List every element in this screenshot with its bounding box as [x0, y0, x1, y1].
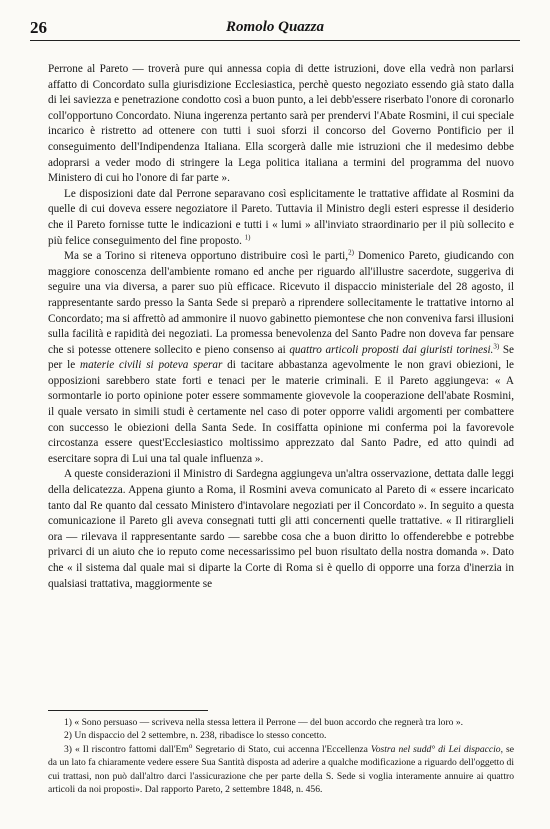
- paragraph-3-text-b: Domenico Pareto, giudicando con maggiore conoscenza dell'ambiente romano ed anche per riguardo all'illustre sacerdote, suggeriva di seguire una via diversa, a parer suo più efficace. Ricevuto il dispaccio ministeriale del 28 agosto, il rappresentante sardo presso la Santa Sede si preparò a riprendere sollecitamente le trattative intorno al Concordato; ma si affrettò ad ammonire il nuovo gabinetto piemontese che non conveniva farsi illusioni sulla facilità e rapidità dei negoziati. La promessa benevolenza del Santo Padre non doveva far pensare che si potesse ottenere sollecito e pieno consenso ai: [48, 250, 514, 356]
- running-head: Romolo Quazza: [226, 19, 324, 35]
- paragraph-3-text-c: Se per le: [48, 343, 515, 372]
- footnote-ref-1: 1): [244, 232, 251, 241]
- paragraph-3-text-a: Ma se a Torino si riteneva opportuno distribuire così le parti,: [64, 250, 349, 263]
- footnotes: [48, 716, 514, 796]
- footnote-1: 1) « Sono persuaso — scriveva nella stessa lettera il Perrone — del buon accordo che regnerà tra loro ».: [64, 717, 464, 728]
- paragraph-2: [48, 187, 514, 249]
- footnote-3-text-c: , se da un lato fa chiaramente vedere essere Sua Santità disposta ad aderire a qualche modificazione a riguardo dell'oggetto di cui trattasi, non può dall'altro darci l'assicurazione che per parte della S. Sede si voglia interamente annuire ai quattro articoli da noi proposti». Dal rapporto Pareto, 2 settembre 1848, n. 456.: [48, 743, 514, 796]
- footnote-3: [48, 743, 514, 797]
- footnote-3-sup: o: [188, 741, 193, 750]
- paragraph-1: Perrone al Pareto — troverà pure qui annessa copia di dette istruzioni, dove ella vedrà non parlarsi affatto di Concordato sulla giurisdizione Ecclesiastica, perchè questo negoziato essendo già stato dalla di lei saviezza e penetrazione condotto così a buon punto, a lei debb'essere riserbato l'onore di coronarlo coll'opportuno Concordato. Niuna ingerenza pertanto sarà per prendervi l'Abate Rosmini, il cui speciale incarico è ristretto ad ottenere con tutti i suoi sforzi il concorso del Governo Pontificio per il conseguimento dell'Indipendenza Italiana. Ella scorgerà dalle mie istruzioni che il medesimo debbe adoprarsi a veder modo di stringere la Lega politica italiana a termini del programma del nuovo Ministero di cui ho l'onore di far parte ».: [48, 63, 514, 185]
- footnote-2: 2) Un dispaccio del 2 settembre, n. 238, ribadisce lo stesso concetto.: [64, 730, 327, 742]
- paragraph-3-italic-2: materie civili si poteva sperar: [80, 359, 223, 372]
- footnote-ref-3: 3): [493, 341, 500, 350]
- paragraph-2-text: Le disposizioni date dal Perrone separavano così esplicitamente le trattative affidate al Rosmini da quelle di cui doveva essere negoziatore il Pareto. Tuttavia il Ministro degli esteri espresse il desiderio che il Pareto fornisse tutte le indicazioni e tutti i « lumi » all'inviato straordinario per il più sollecito e più felice conseguimento del fine proposto.: [48, 187, 514, 247]
- footnote-3-italic: Vostra nel sudd° di Lei dispaccio: [370, 743, 501, 755]
- body-text: [48, 62, 514, 592]
- footnote-rule: [48, 710, 208, 711]
- paragraph-4: A queste considerazioni il Ministro di Sardegna aggiungeva un'altra osservazione, dettata dalle leggi della delicatezza. Appena giunto a Roma, il Rosmini aveva comunicato al Pareto di « essere incaricato tanto dal Re quanto dal cessato Ministero d'intavolare negoziati per il Concordato ». In seguito a questa comunicazione il Pareto gli aveva consegnati tutti gli atti concernenti quelle trattative. « Il ritirarglieli ora — rilevava il rappresentante sardo — sarebbe cosa che a buon diritto lo offenderebbe e potrebbe privarci di un aiuto che io reputo come necessarissimo pel buon risultato della nostra domanda ». Dato che « il sistema dal quale mai si diparte la Corte di Roma si è quello di opporre una forza d'inerzia in qualsiasi trattativa, maggiormente se: [48, 468, 514, 590]
- footnote-3-text-b: Segretario di Stato, cui accenna l'Eccellenza: [192, 743, 371, 755]
- page-header: [30, 18, 520, 41]
- paragraph-3-text-d: di tacitare abbastanza agevolmente le non gravi obiezioni, le opposizioni sarebbero state forti e tenaci per le materie criminali. E il Pareto aggiungeva: « A sormontarle io porto opinione poter essere sommamente giovevole la cooperazione dell'abate Rosmini, il quale versato in simili studi è certamente nel caso di poter opporre validi argomenti per combattere con successo le obiezioni della Santa Sede. In cosiffatta opinione mi conferma poi la favorevole circostanza essere quest'Ecclesiastico moltissimo apprezzato dal Santo Padre, ed atto quindi ad esercitare sopra di Lui una tal quale influenza ».: [48, 359, 514, 465]
- footnote-3-text-a: 3) « Il riscontro fattomi dall'Em: [64, 743, 189, 755]
- footnote-ref-2: 2): [348, 248, 354, 257]
- page-number: 26: [30, 18, 47, 37]
- paragraph-3-italic-1: quattro articoli proposti dai giuristi torinesi.: [289, 343, 494, 356]
- paragraph-3: [48, 249, 514, 467]
